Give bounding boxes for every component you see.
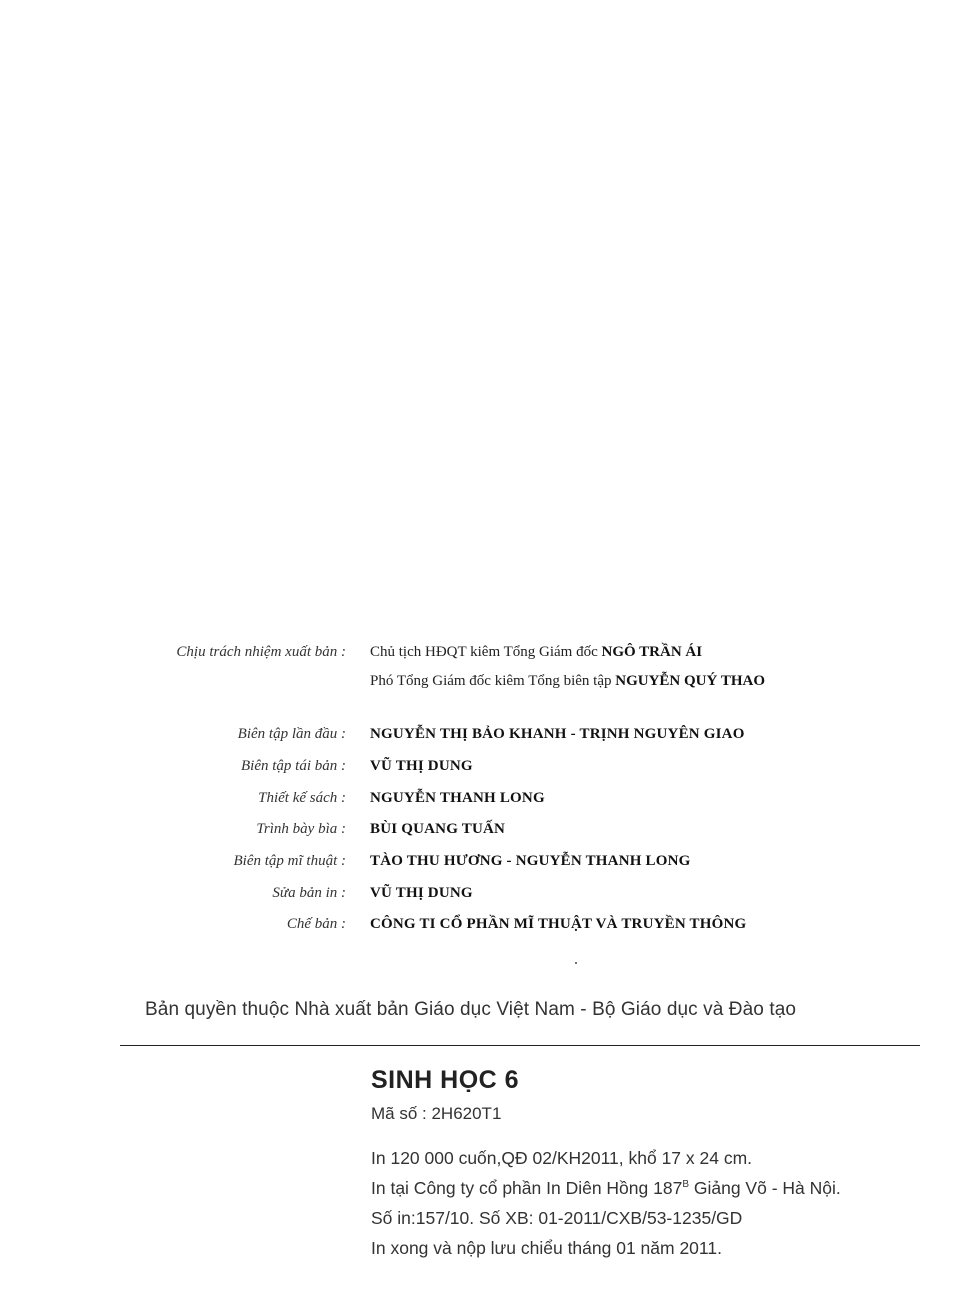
credit-row-typesetting [0,912,954,936]
credit-name: VŨ THỊ DUNG [370,885,473,901]
credit-row-cover-layout [0,817,954,841]
credit-row-book-design [0,786,954,810]
printer-text: In tại Công ty cổ phần In Diên Hồng 187 [371,1178,683,1198]
credit-name: NGUYỄN QUÝ THAO [615,673,766,689]
credit-row-proofreading [0,881,954,905]
credit-row-art-edit [0,849,954,873]
credit-name: TÀO THU HƯƠNG - NGUYỄN THANH LONG [370,853,691,869]
printer-address: Giảng Võ - Hà Nội. [689,1178,841,1198]
credit-label: Biên tập mĩ thuật : [233,853,346,869]
credit-name: CÔNG TI CỔ PHẦN MĨ THUẬT VÀ TRUYỀN THÔNG [370,916,747,932]
deposit-line: In xong và nộp lưu chiểu tháng 01 năm 2011. [371,1238,722,1258]
credit-name: NGUYỄN THỊ BẢO KHANH - TRỊNH NGUYÊN GIAO [370,726,745,742]
credit-row-publisher [0,640,954,664]
credit-label: Chế bản : [286,916,346,932]
credit-label: Biên tập tái bản : [241,758,346,774]
credit-label: Thiết kế sách : [258,790,346,806]
credit-name: BÙI QUANG TUẤN [370,821,506,837]
credit-label: Trình bày bìa : [256,821,346,837]
stray-dot [575,962,577,964]
book-code: Mã số : 2H620T1 [371,1104,502,1123]
credit-label: Biên tập lần đầu : [237,726,346,742]
credit-name: NGUYỄN THANH LONG [370,790,545,806]
credit-value [370,640,702,664]
credit-role: Phó Tổng Giám đốc kiêm Tổng biên tập [370,673,612,689]
print-run-line: In 120 000 cuốn,QĐ 02/KH2011, khổ 17 x 24 cm. [371,1148,753,1168]
credit-row-reedit [0,754,954,778]
credit-name: NGÔ TRẦN ÁI [601,644,703,660]
credit-row-first-edit [0,722,954,746]
credit-name: VŨ THỊ DUNG [370,758,473,774]
credit-label: Sửa bản in : [272,885,346,901]
credit-role: Chủ tịch HĐQT kiêm Tổng Giám đốc [370,644,598,660]
horizontal-rule [120,1045,920,1046]
book-title: SINH HỌC 6 [371,1066,520,1094]
printer-line [371,1178,841,1199]
address-superscript: B [682,1179,689,1191]
copyright-notice: Bản quyền thuộc Nhà xuất bản Giáo dục Việt Nam - Bộ Giáo dục và Đào tạo [145,999,797,1020]
credit-row-editor-in-chief [0,669,954,693]
credit-value [370,669,765,693]
print-number-line: Số in:157/10. Số XB: 01-2011/CXB/53-1235/GD [371,1208,743,1228]
credit-label: Chịu trách nhiệm xuất bản : [176,644,346,660]
